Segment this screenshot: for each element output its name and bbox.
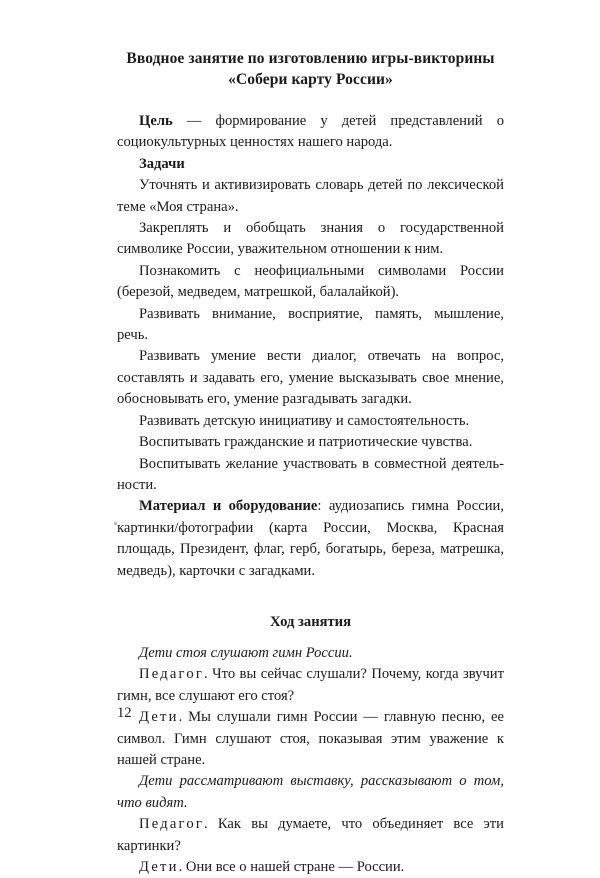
speaker-name: Дети bbox=[139, 709, 179, 726]
lesson-section bbox=[117, 643, 504, 878]
title-line-2: «Собери карту России» bbox=[228, 71, 393, 88]
intro-section bbox=[117, 111, 504, 582]
task-item: Закреплять и обобщать знания о государственной символике России, уважительном отношении к ним. bbox=[117, 220, 504, 258]
dialogue-text: . Мы слушали гимн России — главную песню, ее символ. Гимн слушают стоя, показывая этим уважение к нашей стране. bbox=[117, 709, 504, 768]
stage-direction: Дети стоя слушают гимн России. bbox=[139, 644, 353, 661]
dialogue-line bbox=[117, 664, 504, 707]
speaker-name: Педагог bbox=[139, 816, 205, 833]
task-item: Развивать внимание, восприятие, память, мышление, речь. bbox=[117, 305, 504, 344]
document-title bbox=[117, 48, 504, 90]
task-item: Развивать умение вести диалог, отвечать на вопрос, составлять и задавать его, умение высказывать свое мнение, обосновывать его, умение разгадывать загадки. bbox=[117, 348, 504, 408]
task-item: Уточнять и активизировать словарь детей по лексической теме «Моя страна». bbox=[117, 177, 504, 215]
goal-text: — формирование у детей представлений о социокультурных ценностях нашего народа. bbox=[117, 113, 504, 151]
task-item: Воспитывать желание участвовать в совместной деятельности. bbox=[117, 455, 504, 493]
title-line-1: Вводное занятие по изготовлению игры-викторины bbox=[126, 50, 495, 67]
speaker-name: Педагог bbox=[139, 666, 205, 683]
tasks-heading: Задачи bbox=[139, 155, 185, 172]
stage-direction: Дети рассматривают выставку, рассказывают о том, что видят. bbox=[117, 773, 504, 811]
lesson-heading: Ход занятия bbox=[270, 613, 351, 630]
dialogue-line bbox=[117, 814, 504, 857]
task-item: Воспитывать гражданские и патриотические чувства. bbox=[139, 434, 473, 451]
dialogue-text: . Как вы думаете, что объединяет все эти картинки? bbox=[117, 816, 504, 854]
materials-label: Материал и оборудование bbox=[139, 498, 318, 515]
dialogue-text: . Что вы сейчас слушали? Почему, когда звучит гимн, все слушают его стоя? bbox=[117, 666, 504, 704]
task-item: Развивать детскую инициативу и самостоятельность. bbox=[139, 412, 470, 429]
goal-paragraph bbox=[117, 111, 504, 154]
materials-text: : аудиозапись гимна России, картинки/фотографии (карта России, Москва, Красная площадь, Президент, флаг, герб, богатырь, береза, матрешка, медведь), карточки с загадками. bbox=[117, 498, 504, 579]
dialogue-line bbox=[117, 707, 504, 771]
document-page bbox=[117, 48, 504, 878]
goal-label: Цель bbox=[139, 113, 173, 129]
page-number: 12 bbox=[117, 705, 132, 721]
dialogue-text: . Они все о нашей стране — России. bbox=[178, 859, 405, 875]
scan-speck bbox=[114, 522, 117, 525]
speaker-name: Дети bbox=[139, 859, 179, 875]
dialogue-line bbox=[117, 857, 504, 878]
task-item: Познакомить с неофициальными символами России (березой, медведем, матрешкой, балалайкой). bbox=[117, 262, 504, 301]
materials-paragraph bbox=[117, 496, 504, 582]
